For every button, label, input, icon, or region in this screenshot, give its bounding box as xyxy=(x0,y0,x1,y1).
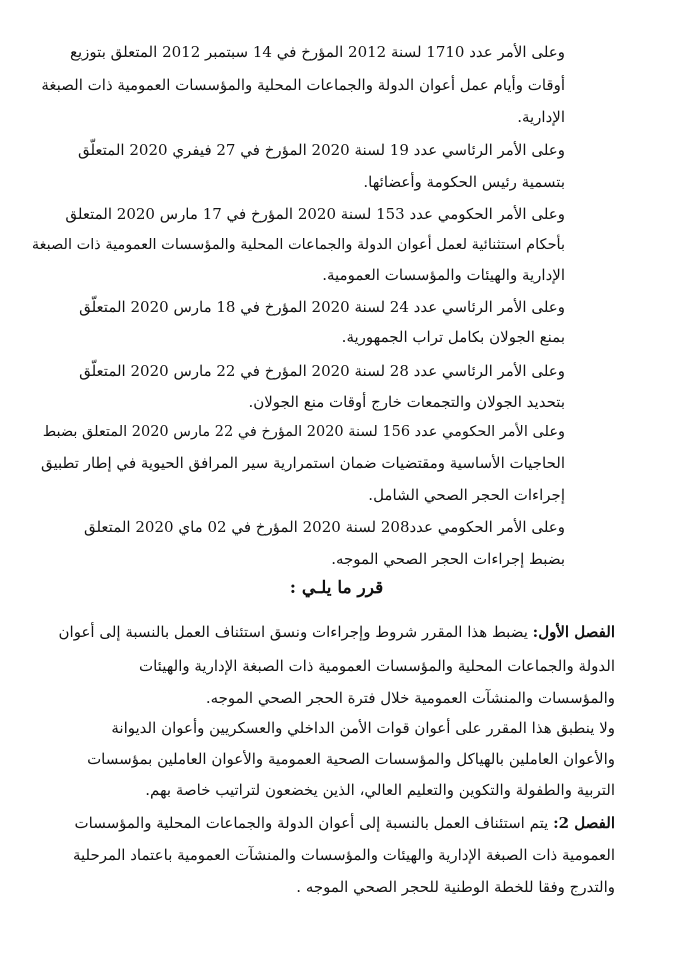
paragraph-1-line-2: أوقات وأيام عمل أعوان الدولة والجماعات المحلية والمؤسسات العمومية ذات الصبغة xyxy=(41,76,565,94)
article-1-extra-line-2: والأعوان العاملين بالهياكل والمؤسسات الصحية العمومية والأعوان العاملين بمؤسسات xyxy=(87,750,615,768)
article-2-line-3: والتدرج وفقا للخطة الوطنية للحجر الصحي الموجه . xyxy=(296,878,615,896)
article-1-line-1: يضبط هذا المقرر شروط وإجراءات ونسق استئناف العمل بالنسبة إلى أعوان xyxy=(58,623,528,641)
paragraph-5-line-2: بتحديد الجولان والتجمعات خارج أوقات منع الجولان. xyxy=(248,393,565,411)
paragraph-1-line-3: الإدارية. xyxy=(517,108,565,126)
paragraph-2-line-2: بتسمية رئيس الحكومة وأعضائها. xyxy=(363,173,565,191)
article-2-first-line xyxy=(75,813,616,835)
article-1-line-3: والمؤسسات والمنشآت العمومية خلال فترة الحجر الصحي الموجه. xyxy=(205,689,615,707)
paragraph-7-line-1: وعلى الأمر الحكومي عدد208 لسنة 2020 المؤرخ في 02 ماي 2020 المتعلق xyxy=(83,518,565,536)
paragraph-4-line-2: بمنع الجولان بكامل تراب الجمهورية. xyxy=(341,328,565,346)
paragraph-2-line-1: وعلى الأمر الرئاسي عدد 19 لسنة 2020 المؤرخ في 27 فيفري 2020 المتعلّق xyxy=(77,141,565,159)
article-2-label: الفصل 2: xyxy=(553,814,615,832)
paragraph-7-line-2: بضبط إجراءات الحجر الصحي الموجه. xyxy=(331,550,565,568)
paragraph-1-line-1: وعلى الأمر عدد 1710 لسنة 2012 المؤرخ في 14 سبتمبر 2012 المتعلق بتوزيع xyxy=(70,43,565,61)
article-2-line-1: يتم استئناف العمل بالنسبة إلى أعوان الدولة والجماعات المحلية والمؤسسات xyxy=(74,814,549,832)
article-1-extra-line-1: ولا ينطبق هذا المقرر على أعوان قوات الأمن الداخلي والعسكريين وأعوان الديوانة xyxy=(111,719,615,737)
article-2-line-2: العمومية ذات الصبغة الإدارية والهيئات والمؤسسات والمنشآت العمومية باعتماد المرحلية xyxy=(72,846,615,864)
paragraph-6-line-1: وعلى الأمر الحكومي عدد 156 لسنة 2020 المؤرخ في 22 مارس 2020 المتعلق بضبط xyxy=(42,424,565,440)
paragraph-4-line-1: وعلى الأمر الرئاسي عدد 24 لسنة 2020 المؤرخ في 18 مارس 2020 المتعلّق xyxy=(79,298,565,316)
decision-heading: قرر ما يلـي : xyxy=(289,578,384,598)
paragraph-6-line-3: إجراءات الحجر الصحي الشامل. xyxy=(368,486,565,504)
paragraph-3-line-1: وعلى الأمر الحكومي عدد 153 لسنة 2020 المؤرخ في 17 مارس 2020 المتعلق xyxy=(65,205,565,223)
paragraph-3-line-3: الإدارية والهيئات والمؤسسات العمومية. xyxy=(322,266,565,284)
article-1-first-line xyxy=(59,622,615,644)
paragraph-6-line-2: الحاجيات الأساسية ومقتضيات ضمان استمرارية سير المرافق الحيوية في إطار تطبيق xyxy=(40,454,565,472)
article-1-line-2: الدولة والجماعات المحلية والمؤسسات العمومية ذات الصبغة الإدارية والهيئات xyxy=(138,657,615,675)
article-1-label: الفصل الأول: xyxy=(532,623,615,641)
paragraph-5-line-1: وعلى الأمر الرئاسي عدد 28 لسنة 2020 المؤرخ في 22 مارس 2020 المتعلّق xyxy=(79,362,565,380)
article-1-extra-line-3: التربية والطفولة والتكوين والتعليم العالي، الذين يخضعون لتراتيب خاصة بهم. xyxy=(145,781,615,799)
paragraph-3-line-2: بأحكام استثنائية لعمل أعوان الدولة والجماعات المحلية والمؤسسات العمومية ذات الصبغة xyxy=(31,237,565,253)
